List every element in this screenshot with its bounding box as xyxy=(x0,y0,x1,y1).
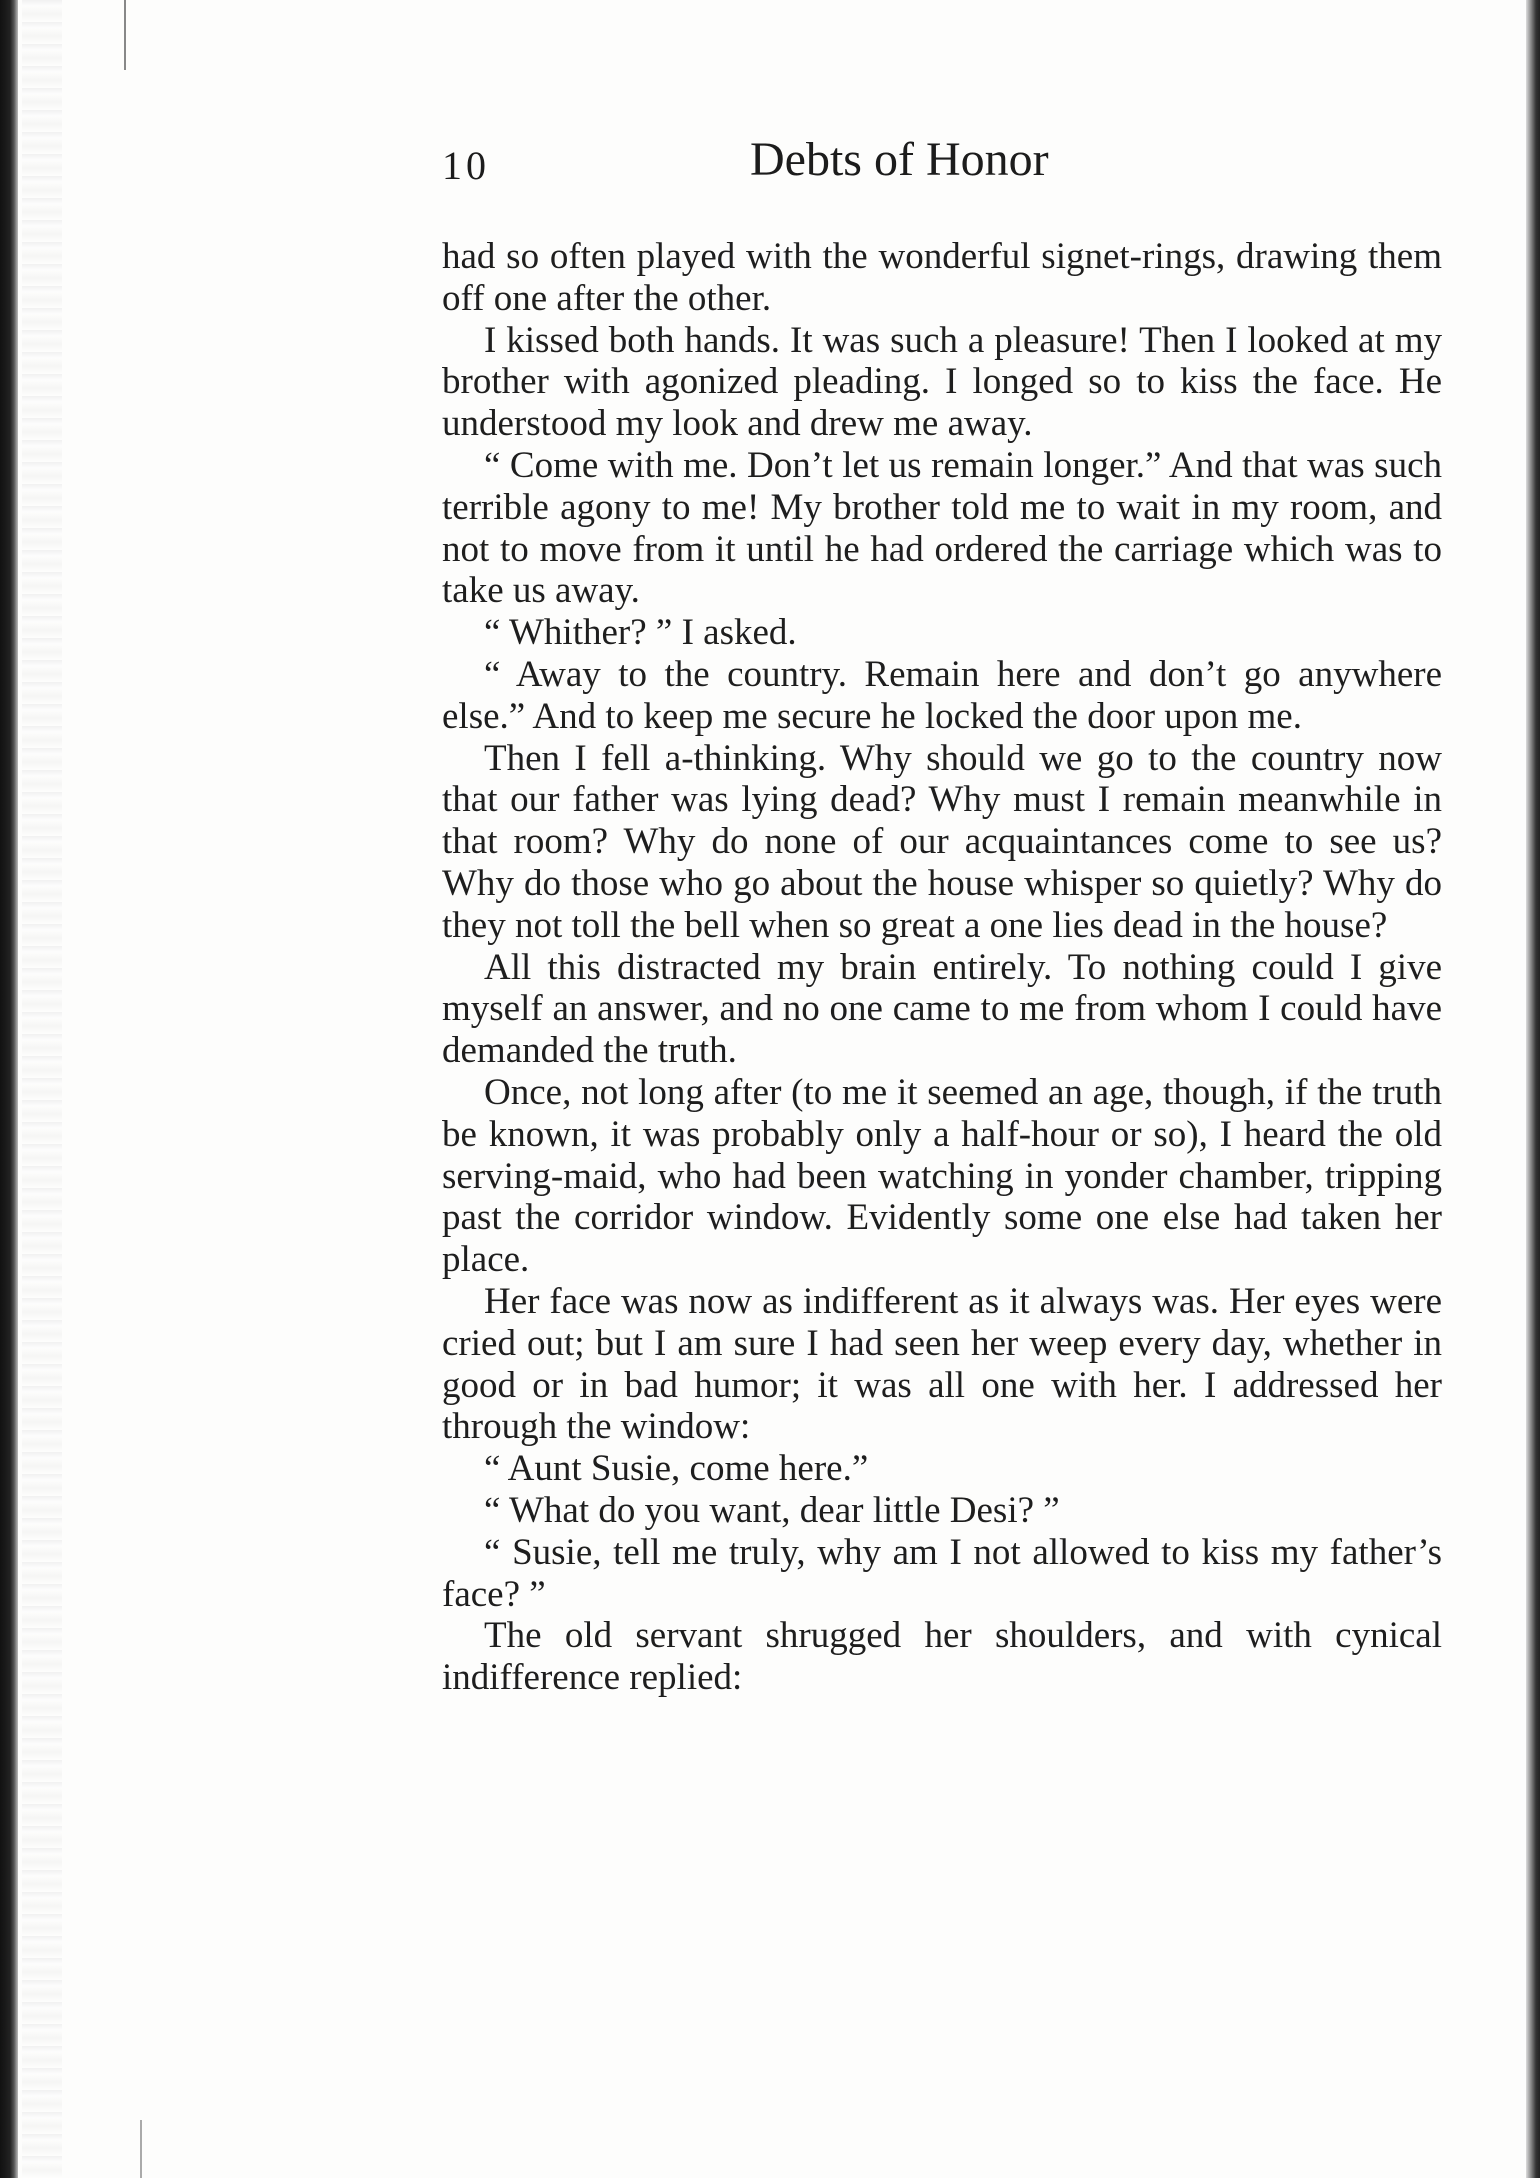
paragraph-3: “ Come with me. Don’t let us remain longer.” And that was such terrible agony to me! My brother told me to wait in my room, and not to move from it until he had ordered the carriage which was to take us away. xyxy=(442,444,1442,612)
paragraph-4: “ Whither? ” I asked. xyxy=(484,612,797,654)
paragraph-1: had so often played with the wonderful signet-rings, drawing them off one after the other. xyxy=(442,236,1442,319)
paragraph-11: “ What do you want, dear little Desi? ” xyxy=(484,1489,1060,1531)
paragraph-8: Once, not long after (to me it seemed an age, though, if the truth be known, it was probably only a half-hour or so), I heard the old serving-maid, who had been watching in yonder chamber, tripping past the corridor window. Evidently some one else had taken her place. xyxy=(442,1071,1442,1281)
scan-edge-left xyxy=(0,0,18,2178)
running-title: Debts of Honor xyxy=(750,133,1049,186)
paragraph-9: Her face was now as indifferent as it always was. Her eyes were cried out; but I am sure I had seen her weep every day, whether in good or in bad humor; it was all one with her. I addressed her through the window: xyxy=(442,1280,1442,1448)
paragraph-12: “ Susie, tell me truly, why am I not allowed to kiss my father’s face? ” xyxy=(442,1531,1442,1615)
paragraph-6: Then I fell a-thinking. Why should we go to the country now that our father was lying dead? Why must I remain meanwhile in that room? Why do none of our acquaintances come to see us? Why do those who go about the house whisper so quietly? Why do they not toll the bell when so great a one lies dead in the house? xyxy=(442,737,1442,946)
paragraph-13: The old servant shrugged her shoulders, and with cynical indifference replied: xyxy=(442,1615,1442,1699)
page-number: 10 xyxy=(442,143,490,188)
paragraph-5: “ Away to the country. Remain here and don’t go anywhere else.” And to keep me secure he locked the door upon me. xyxy=(442,653,1442,737)
page-header xyxy=(442,132,1442,202)
paragraph-7: All this distracted my brain entirely. To nothing could I give myself an answer, and no one came to me from whom I could have demanded the truth. xyxy=(442,946,1442,1072)
paragraph-10: “ Aunt Susie, come here.” xyxy=(484,1448,869,1490)
paragraph-2: I kissed both hands. It was such a pleasure! Then I looked at my brother with agonized pleading. I longed so to kiss the face. He understood my look and drew me away. xyxy=(442,319,1442,445)
gutter-mark-bottom xyxy=(140,2120,142,2178)
gutter-mark-top xyxy=(124,0,126,70)
scan-edge-right xyxy=(1526,0,1540,2178)
body-text xyxy=(442,236,1442,1699)
scan-streaks xyxy=(22,0,62,2178)
